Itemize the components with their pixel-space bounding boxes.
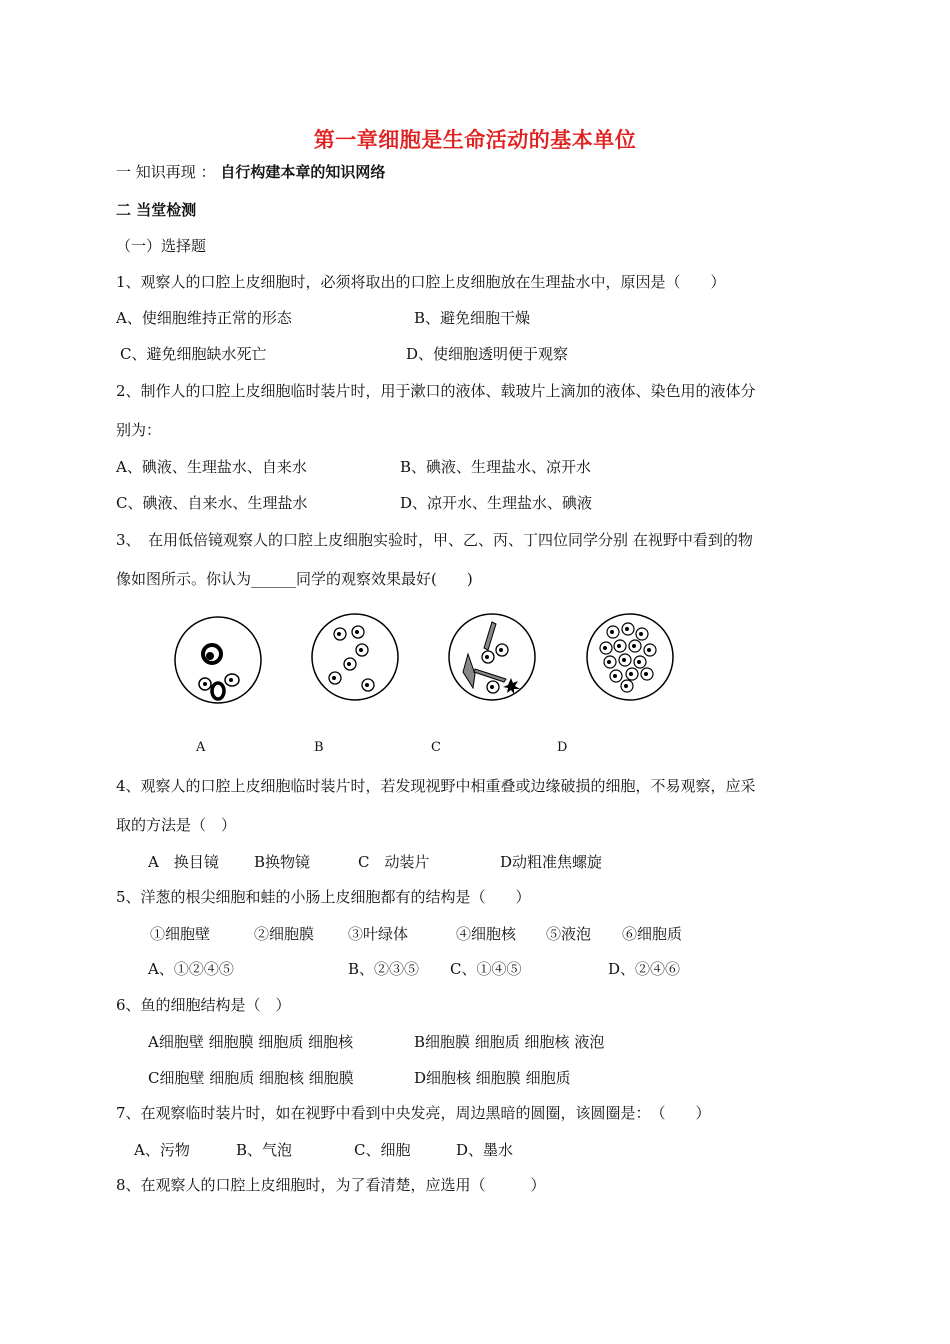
question-5-item-5: ⑤液泡 — [546, 925, 592, 943]
question-4-option-d: D动粗准焦螺旋 — [500, 853, 603, 871]
question-2-stem: 2、制作人的口腔上皮细胞临时装片时，用于漱口的液体、载玻片上滴加的液体、染色用的液体分 — [116, 382, 756, 400]
question-6-stem: 6、鱼的细胞结构是（ ） — [116, 996, 291, 1014]
question-3-stem-cont: 像如图所示。你认为______同学的观察效果最好( ) — [116, 570, 473, 588]
microscope-view-d — [587, 614, 673, 700]
microscope-views-figure — [170, 612, 690, 712]
question-7-option-c: C、细胞 — [354, 1141, 411, 1159]
view-label-b: B — [314, 740, 324, 755]
microscope-view-a — [175, 617, 261, 703]
question-5-option-b: B、②③⑤ — [348, 960, 420, 978]
microscope-view-b — [312, 614, 398, 700]
section-content: 自行构建本章的知识网络 — [220, 163, 386, 181]
question-5-item-1: ①细胞壁 — [150, 925, 211, 943]
question-5-item-3: ③叶绿体 — [348, 925, 409, 943]
question-2-stem-cont: 别为： — [116, 421, 162, 439]
question-2-option-b: B、碘液、生理盐水、凉开水 — [400, 458, 592, 476]
section-in-class-test: 二 当堂检测 — [116, 201, 197, 219]
question-2-option-c: C、碘液、自来水、生理盐水 — [116, 494, 308, 512]
question-6-option-b: B细胞膜 细胞质 细胞核 液泡 — [414, 1033, 605, 1051]
part-heading: （一）选择题 — [116, 237, 207, 255]
question-4-option-a: A 换目镜 — [148, 853, 219, 871]
view-label-d: D — [557, 740, 568, 755]
question-8-stem: 8、在观察人的口腔上皮细胞时，为了看清楚，应选用（ ） — [116, 1176, 546, 1194]
question-1-option-c: C、避免细胞缺水死亡 — [120, 345, 267, 363]
page-title: 第一章细胞是生命活动的基本单位 — [313, 128, 637, 152]
question-5-item-6: ⑥细胞质 — [622, 925, 683, 943]
question-7-option-b: B、气泡 — [236, 1141, 293, 1159]
question-2-option-d: D、凉开水、生理盐水、碘液 — [400, 494, 593, 512]
question-1-option-a: A、使细胞维持正常的形态 — [116, 309, 292, 327]
question-2-option-a: A、碘液、生理盐水、自来水 — [116, 458, 307, 476]
question-5-item-2: ②细胞膜 — [254, 925, 315, 943]
question-5-option-d: D、②④⑥ — [608, 960, 681, 978]
question-7-stem: 7、在观察临时装片时，如在视野中看到中央发亮，周边黑暗的圆圈，该圆圈是： （ ） — [116, 1104, 711, 1122]
question-7-option-d: D、墨水 — [456, 1141, 514, 1159]
question-4-option-b: B换物镜 — [254, 853, 311, 871]
question-1-option-b: B、避免细胞干燥 — [414, 309, 531, 327]
question-4-option-c: C 动装片 — [358, 853, 430, 871]
question-6-option-d: D细胞核 细胞膜 细胞质 — [414, 1069, 571, 1087]
question-5-option-c: C、①④⑤ — [450, 960, 522, 978]
view-label-a: A — [196, 740, 206, 755]
microscope-view-c — [449, 614, 535, 700]
question-7-option-a: A、污物 — [134, 1141, 190, 1159]
question-1-option-d: D、使细胞透明便于观察 — [406, 345, 569, 363]
question-5-stem: 5、洋葱的根尖细胞和蛙的小肠上皮细胞都有的结构是（ ） — [116, 888, 531, 906]
section-label: 一 知识再现 ： — [116, 163, 216, 181]
question-1-stem: 1、观察人的口腔上皮细胞时，必须将取出的口腔上皮细胞放在生理盐水中，原因是（ ） — [116, 273, 726, 291]
view-label-c: C — [431, 740, 441, 755]
question-5-option-a: A、①②④⑤ — [148, 960, 234, 978]
section-knowledge-review — [116, 162, 385, 182]
question-5-item-4: ④细胞核 — [456, 925, 517, 943]
question-3-stem: 3、 在用低倍镜观察人的口腔上皮细胞实验时，甲、乙、丙、丁四位同学分别 在视野中看到的物 — [116, 531, 753, 549]
question-6-option-c: C细胞壁 细胞质 细胞核 细胞膜 — [148, 1069, 354, 1087]
question-4-stem-cont: 取的方法是（ ） — [116, 816, 237, 834]
question-6-option-a: A细胞壁 细胞膜 细胞质 细胞核 — [148, 1033, 354, 1051]
question-4-stem: 4、观察人的口腔上皮细胞临时装片时，若发现视野中相重叠或边缘破损的细胞，不易观察，应采 — [116, 777, 756, 795]
